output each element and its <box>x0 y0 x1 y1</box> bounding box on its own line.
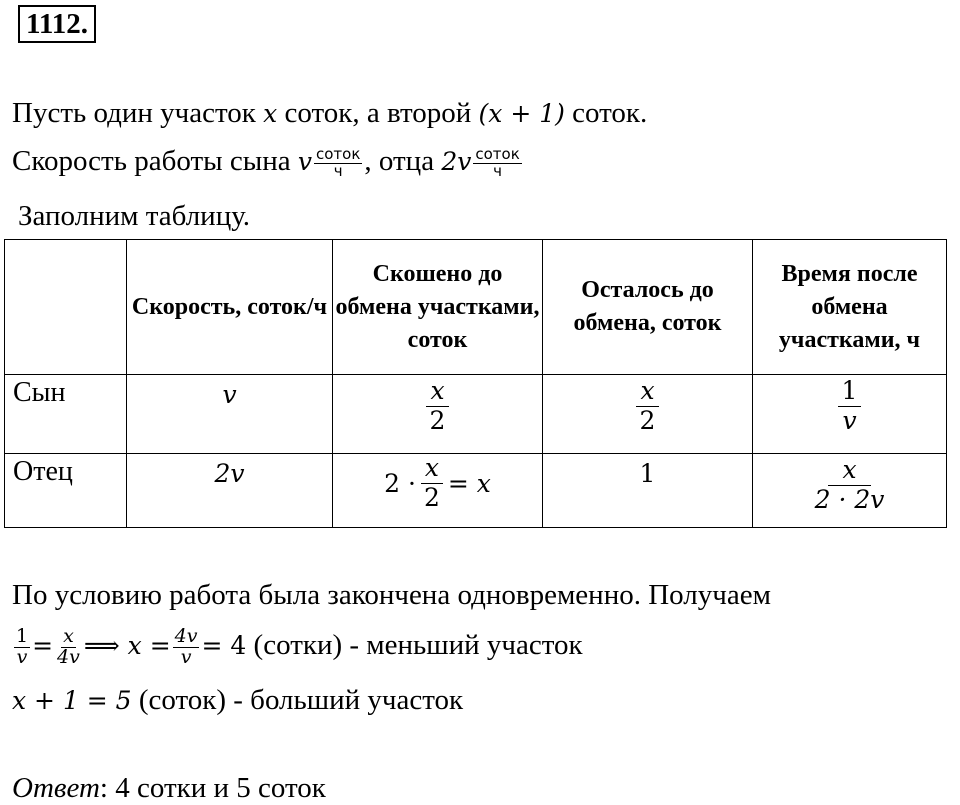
implies-expr: ⟹ x = <box>83 631 171 660</box>
speed-text: Скорость работы сына <box>12 145 298 177</box>
cell-speed-father <box>127 454 333 528</box>
var-x: x <box>263 99 278 128</box>
row-label-father: Отец <box>5 454 127 528</box>
conclusion-line-3 <box>12 683 463 718</box>
expr-x-plus-1: (x + 1) <box>478 99 565 128</box>
denominator: 2 <box>429 405 446 435</box>
unit-numerator: соток <box>475 145 520 164</box>
fraction <box>426 377 450 436</box>
numerator: 1 <box>838 377 862 407</box>
conclusion-line-1: По условию работа была закончена одновременно. Получаем <box>12 579 771 611</box>
problem-number: 1112. <box>18 5 96 43</box>
left-value: 1 <box>639 459 656 488</box>
table-row <box>5 454 947 528</box>
fraction <box>636 377 660 436</box>
intro-line-3: Заполним таблицу. <box>18 200 251 232</box>
intro-text-a: Пусть один участок <box>12 97 264 129</box>
table-header-row <box>5 240 947 375</box>
intro-line-2 <box>12 133 524 190</box>
numerator: 4v <box>174 624 198 647</box>
fraction <box>838 377 862 436</box>
cell-speed-son <box>127 375 333 454</box>
fraction <box>420 454 444 513</box>
unit-fraction-son <box>314 147 362 180</box>
fraction <box>14 624 30 668</box>
fraction <box>55 624 82 668</box>
answer-line <box>12 771 326 805</box>
numerator: 1 <box>16 624 29 647</box>
unit-denominator: ч <box>333 161 343 180</box>
unit-fraction-father <box>473 147 521 180</box>
speed-value: v <box>222 380 237 409</box>
denominator: 2 <box>639 405 656 435</box>
header-cut: Скошено до обмена участками, соток <box>333 240 543 375</box>
cell-left-father <box>543 454 753 528</box>
numerator: x <box>421 454 443 484</box>
intro-line-1 <box>12 96 647 131</box>
cut-suffix: = x <box>447 468 491 498</box>
fraction <box>811 456 889 515</box>
cell-left-son <box>543 375 753 454</box>
denominator: v <box>842 405 857 435</box>
result-value: = 4 <box>201 631 247 660</box>
larger-plot-text: (соток) - больший участок <box>131 684 464 716</box>
numerator: x <box>63 624 74 647</box>
table-row <box>5 375 947 454</box>
unit-numerator: соток <box>315 145 361 164</box>
unit-denominator: ч <box>493 161 502 180</box>
fraction <box>173 624 200 668</box>
numerator: x <box>426 377 448 407</box>
cut-prefix: 2 · <box>384 468 416 498</box>
equals-sign: = <box>32 631 54 660</box>
answer-text: : 4 сотки и 5 соток <box>99 772 326 804</box>
var-2v: 2v <box>441 147 472 176</box>
cell-cut-father <box>333 454 543 528</box>
numerator: x <box>636 377 658 407</box>
var-v: v <box>297 147 312 176</box>
cell-time-son <box>753 375 947 454</box>
header-speed: Скорость, соток/ч <box>127 240 333 375</box>
intro-text-b: соток, а второй <box>277 97 479 129</box>
header-empty <box>5 240 127 375</box>
data-table <box>4 239 947 528</box>
denominator: 2 <box>423 482 440 512</box>
row-label-son: Сын <box>5 375 127 454</box>
cell-time-father <box>753 454 947 528</box>
speed-value: 2v <box>214 459 245 488</box>
header-left: Осталось до обмена, соток <box>543 240 753 375</box>
numerator: x <box>828 456 870 486</box>
smaller-plot-text: (сотки) - меньший участок <box>246 629 583 661</box>
conclusion-equation <box>12 620 583 671</box>
denominator: 2 · 2v <box>814 484 885 514</box>
larger-expr: x + 1 = 5 <box>12 686 132 715</box>
father-text: , отца <box>364 145 442 177</box>
denominator: v <box>16 645 28 668</box>
denominator: 4v <box>57 645 80 668</box>
answer-label: Ответ <box>12 772 100 804</box>
cell-cut-son <box>333 375 543 454</box>
intro-text-c: соток. <box>564 97 648 129</box>
denominator: v <box>180 645 192 668</box>
header-time: Время после обмена участками, ч <box>753 240 947 375</box>
